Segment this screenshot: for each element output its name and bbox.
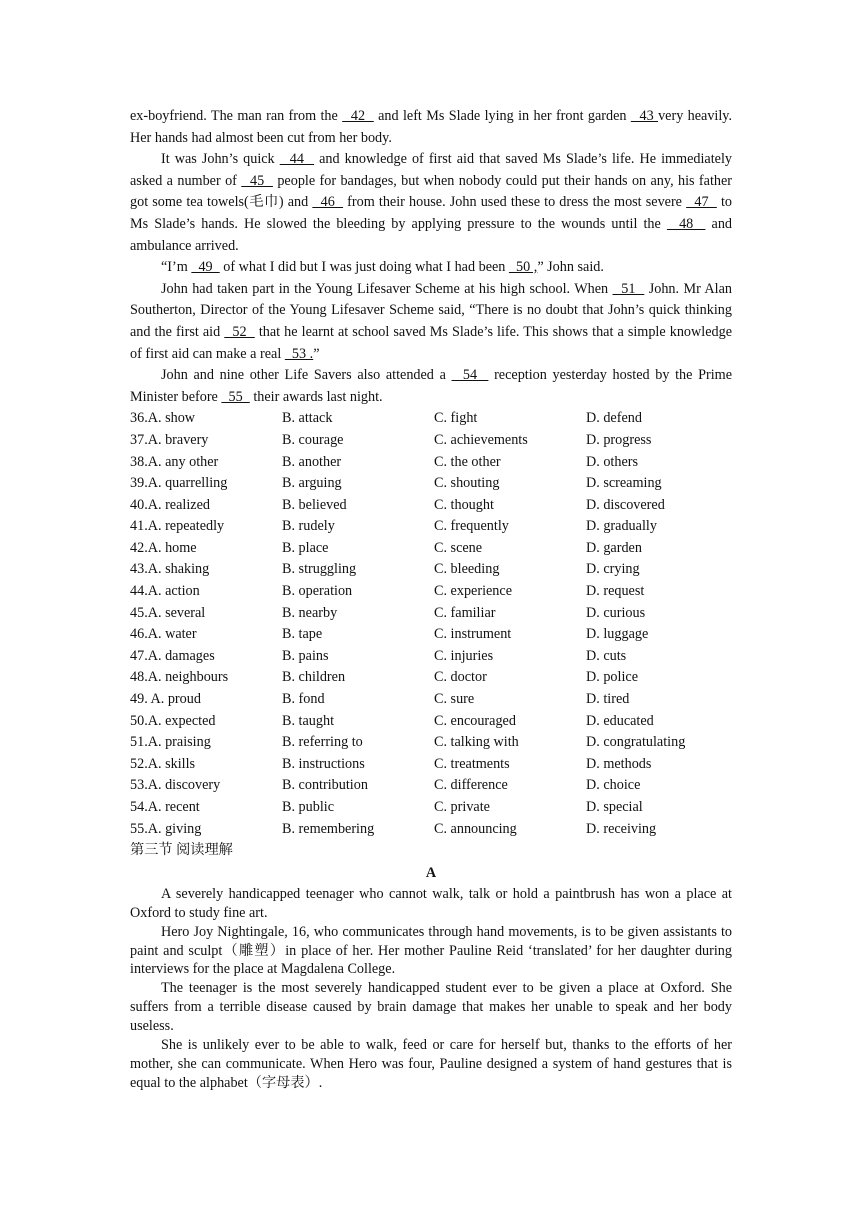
- option-choice: 39.A. quarrelling: [130, 475, 228, 492]
- passage-paragraph: [130, 149, 732, 257]
- option-choice: C. frequently: [434, 518, 509, 535]
- option-row: [130, 495, 732, 517]
- option-row: [130, 408, 732, 430]
- reading-passage: [130, 885, 732, 1093]
- option-choice: B. taught: [282, 712, 335, 729]
- cloze-passage: [130, 106, 732, 408]
- option-choice: C. experience: [434, 583, 512, 600]
- option-row: [130, 452, 732, 474]
- option-choice: 48.A. neighbours: [130, 669, 229, 686]
- passage-text: that he learnt at school saved Ms Slade’s life. This shows that a simple knowledge of first aid can make a real: [130, 323, 732, 362]
- option-choice: 44.A. action: [130, 583, 200, 600]
- option-choice: C. instrument: [434, 626, 512, 643]
- option-choice: C. injuries: [434, 647, 494, 664]
- option-choice: D. receiving: [586, 820, 657, 837]
- passage-text: John and nine other Life Savers also attended a: [161, 367, 452, 384]
- option-choice: 50.A. expected: [130, 712, 216, 729]
- option-choice: C. thought: [434, 496, 494, 513]
- option-choice: D. gradually: [586, 518, 657, 535]
- option-choice: D. police: [586, 669, 639, 686]
- option-row: [130, 819, 732, 841]
- passage-text: and left Ms Slade lying in her front garden: [373, 108, 631, 124]
- option-choice: B. nearby: [282, 604, 338, 621]
- reading-paragraph: She is unlikely ever to be able to walk, feed or care for herself but, thanks to the efforts of her mother, she can communicate. When Hero was four, Pauline designed a system of hand gestures that is equal to the alphabet（字母表）.: [130, 1037, 732, 1091]
- reading-paragraph: Hero Joy Nightingale, 16, who communicates through hand movements, is to be given assistants to paint and sculpt（雕塑）in place of her. Her mother Pauline Reid ‘translated’ for her daughter during interviews for the place at Magdalena College.: [130, 923, 732, 978]
- option-choice: B. arguing: [282, 475, 342, 492]
- option-choice: B. believed: [282, 496, 347, 513]
- answer-blank: 45: [241, 172, 273, 189]
- option-choice: C. difference: [434, 777, 508, 794]
- passage-text: very heavily. Her hands had almost been cut from her body.: [130, 108, 733, 146]
- option-choice: D. curious: [586, 604, 646, 621]
- answer-blank: 47: [686, 194, 717, 211]
- passage-text: ex-boyfriend. The man ran from the: [130, 108, 343, 124]
- option-choice: C. treatments: [434, 755, 510, 772]
- answer-blank: 46: [312, 194, 344, 211]
- answer-blank: 48: [666, 215, 706, 232]
- option-choice: D. defend: [586, 410, 642, 427]
- option-choice: B. operation: [282, 583, 353, 600]
- option-choice: 47.A. damages: [130, 647, 215, 664]
- option-choice: D. educated: [586, 712, 654, 729]
- option-choice: D. congratulating: [586, 734, 686, 751]
- option-choice: D. screaming: [586, 475, 662, 492]
- option-row: [130, 754, 732, 776]
- answer-blank: 51: [612, 280, 645, 297]
- option-row: [130, 732, 732, 754]
- option-choice: 54.A. recent: [130, 799, 200, 815]
- option-row: [130, 646, 732, 668]
- passage-text: ”: [313, 345, 320, 362]
- answer-blank: 43: [630, 108, 659, 124]
- cloze-options-table: [130, 408, 732, 840]
- option-row: [130, 430, 732, 452]
- option-choice: D. request: [586, 583, 645, 600]
- option-choice: B. struggling: [282, 561, 357, 578]
- option-choice: B. pains: [282, 647, 329, 664]
- option-choice: C. sure: [434, 691, 475, 708]
- option-row: [130, 624, 732, 646]
- section-heading: 第三节 阅读理解: [130, 842, 233, 859]
- option-row: [130, 581, 732, 603]
- option-choice: C. achievements: [434, 431, 528, 448]
- option-choice: B. contribution: [282, 777, 368, 794]
- option-row: [130, 797, 732, 819]
- answer-blank: 42: [342, 108, 374, 124]
- passage-text: their awards last night.: [249, 388, 383, 405]
- answer-blank: 44: [279, 151, 315, 168]
- option-choice: B. another: [282, 453, 342, 470]
- option-choice: C. the other: [434, 453, 501, 470]
- passage-paragraph: [130, 279, 732, 365]
- passage-paragraph: [130, 365, 732, 408]
- option-choice: B. rudely: [282, 518, 335, 535]
- option-choice: C. familiar: [434, 604, 496, 621]
- option-choice: B. remembering: [282, 820, 375, 837]
- option-choice: C. private: [434, 799, 490, 815]
- reading-title: A: [425, 864, 437, 881]
- passage-text: from their house. John used these to dress the most severe: [343, 194, 687, 211]
- option-choice: 36.A. show: [130, 410, 196, 427]
- passage-text: John had taken part in the Young Lifesaver Scheme at his high school. When: [161, 280, 613, 297]
- option-choice: B. courage: [282, 431, 344, 448]
- option-choice: 41.A. repeatedly: [130, 518, 225, 535]
- option-choice: D. garden: [586, 539, 642, 556]
- option-row: [130, 711, 732, 733]
- option-choice: 40.A. realized: [130, 496, 210, 513]
- option-choice: 42.A. home: [130, 539, 197, 556]
- passage-text: and ambulance arrived.: [130, 215, 733, 254]
- option-choice: D. cuts: [586, 647, 627, 664]
- option-row: [130, 775, 732, 797]
- option-row: [130, 667, 732, 689]
- passage-text: of what I did but I was just doing what I had been: [219, 259, 509, 276]
- passage-text: John. Mr Alan Southerton, Director of the Young Lifesaver Scheme said, “There is no doubt that John’s quick thinking and the first aid: [130, 280, 733, 340]
- option-choice: 51.A. praising: [130, 734, 211, 751]
- option-choice: 45.A. several: [130, 604, 206, 621]
- option-choice: B. instructions: [282, 755, 365, 772]
- option-choice: C. shouting: [434, 475, 500, 492]
- option-choice: D. special: [586, 799, 643, 815]
- option-row: [130, 473, 732, 495]
- option-choice: B. referring to: [282, 734, 363, 751]
- answer-blank: 53 .: [284, 345, 314, 362]
- answer-blank: 52: [224, 323, 255, 340]
- option-choice: B. children: [282, 669, 346, 686]
- option-row: [130, 559, 732, 581]
- option-choice: 52.A. skills: [130, 755, 196, 772]
- passage-text: and knowledge of first aid that saved Ms Slade’s life. He immediately asked a number of: [130, 151, 732, 189]
- option-choice: D. tired: [586, 691, 630, 708]
- option-choice: D. progress: [586, 431, 652, 448]
- option-choice: 43.A. shaking: [130, 561, 210, 578]
- option-choice: D. others: [586, 453, 639, 470]
- option-choice: C. talking with: [434, 734, 519, 751]
- option-choice: C. fight: [434, 410, 478, 427]
- answer-blank: 49: [191, 259, 220, 276]
- option-choice: C. scene: [434, 539, 483, 556]
- option-choice: B. tape: [282, 626, 323, 643]
- option-choice: D. methods: [586, 755, 652, 772]
- passage-paragraph: [130, 106, 732, 149]
- option-choice: B. public: [282, 799, 335, 815]
- option-choice: 55.A. giving: [130, 820, 202, 837]
- passage-text: It was John’s quick: [161, 151, 280, 168]
- option-choice: 49. A. proud: [130, 691, 201, 708]
- option-row: [130, 689, 732, 711]
- option-choice: 53.A. discovery: [130, 777, 221, 794]
- option-choice: C. announcing: [434, 820, 517, 837]
- option-choice: D. crying: [586, 561, 640, 578]
- option-choice: 46.A. water: [130, 626, 197, 643]
- passage-text: reception yesterday hosted by the Prime Minister before: [130, 367, 733, 405]
- passage-text: people for bandages, but when nobody could put their hands on any, his father got some tea towels(毛巾) and: [130, 172, 732, 211]
- option-choice: B. fond: [282, 691, 325, 708]
- option-choice: B. place: [282, 539, 329, 556]
- option-choice: B. attack: [282, 410, 333, 427]
- option-choice: C. bleeding: [434, 561, 500, 578]
- option-choice: 37.A. bravery: [130, 431, 209, 448]
- option-choice: D. discovered: [586, 496, 665, 513]
- option-row: [130, 516, 732, 538]
- document-page: [130, 106, 732, 1093]
- answer-blank: 55: [221, 388, 250, 405]
- option-row: [130, 603, 732, 625]
- option-choice: C. doctor: [434, 669, 487, 686]
- passage-text: to Ms Slade’s hands. He slowed the bleeding by applying pressure to the wounds until the: [130, 194, 732, 232]
- passage-paragraph: [130, 257, 732, 279]
- passage-text: ” John said.: [537, 259, 604, 276]
- option-row: [130, 538, 732, 560]
- option-choice: D. luggage: [586, 626, 649, 643]
- option-choice: 38.A. any other: [130, 453, 219, 470]
- answer-blank: 54: [451, 367, 489, 384]
- passage-text: “I’m: [161, 259, 192, 276]
- option-choice: C. encouraged: [434, 712, 516, 729]
- reading-paragraph: The teenager is the most severely handicapped student ever to be given a place at Oxford. She suffers from a terrible disease caused by brain damage that makes her unable to speak and her body useless.: [130, 980, 732, 1035]
- option-choice: D. choice: [586, 777, 641, 794]
- reading-paragraph: A severely handicapped teenager who cannot walk, talk or hold a paintbrush has won a place at Oxford to study fine art.: [130, 885, 732, 921]
- answer-blank: 50 ,: [508, 259, 538, 276]
